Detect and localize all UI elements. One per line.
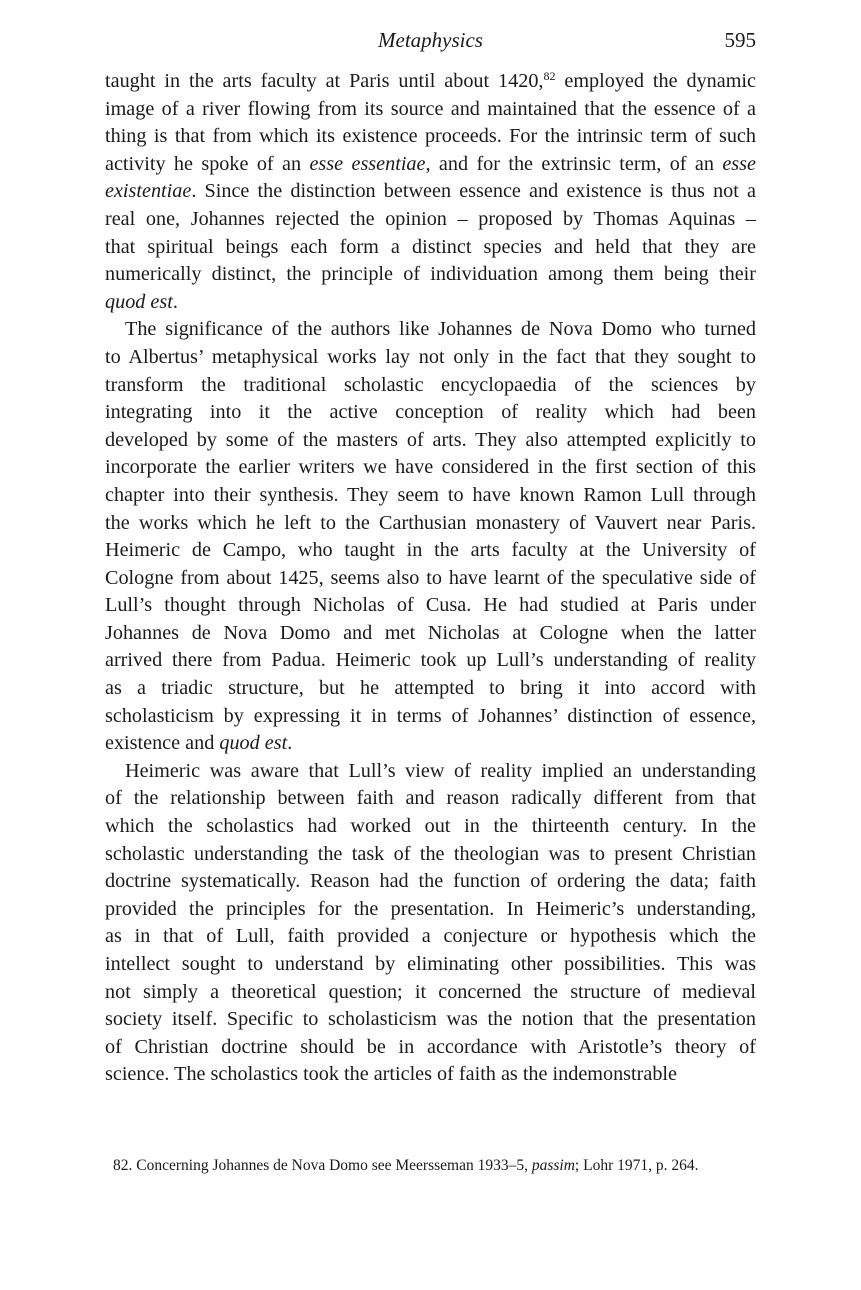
text-line — [105, 675, 756, 703]
text-line — [105, 289, 756, 317]
italic-text: quod est — [105, 290, 173, 313]
text-run: as in that of Lull, faith provided a conjecture or hypothesis which the — [105, 925, 756, 948]
text-line — [105, 537, 756, 565]
italic-text: passim — [531, 1157, 575, 1174]
page-number: 595 — [724, 28, 756, 52]
text-run: Johannes de Nova Domo and met Nicholas at Cologne when the latter — [105, 621, 756, 644]
text-run: provided the principles for the presentation. In Heimeric’s understanding, — [105, 897, 756, 920]
text-run: activity he spoke of an — [105, 152, 310, 175]
running-title: Metaphysics — [378, 28, 483, 52]
text-run: thing is that from which its existence proceeds. For the intrinsic term of such — [105, 125, 756, 148]
italic-text: esse — [722, 152, 756, 175]
text-line — [105, 951, 756, 979]
text-run: chapter into their synthesis. They seem to have known Ramon Lull through — [105, 483, 756, 506]
text-line — [105, 206, 756, 234]
text-run: . Since the distinction between essence and existence is thus not a — [191, 180, 756, 203]
text-line — [105, 703, 756, 731]
text-run: that spiritual beings each form a distinct species and held that they are — [105, 235, 756, 258]
text-line — [105, 234, 756, 262]
text-run: . — [287, 732, 293, 755]
text-run: Heimeric de Campo, who taught in the arts faculty at the University of — [105, 539, 756, 562]
text-line — [105, 647, 756, 675]
text-run: numerically distinct, the principle of individuation among them being their — [105, 263, 756, 286]
text-run: not simply a theoretical question; it concerned the structure of medieval — [105, 980, 756, 1003]
text-run: integrating into it the active conception of reality which had been — [105, 401, 756, 424]
text-run: The significance of the authors like Johannes de Nova Domo who turned — [125, 318, 756, 341]
footnote-number: 82. — [113, 1157, 133, 1174]
text-line — [105, 785, 756, 813]
text-line — [105, 841, 756, 869]
text-line — [105, 510, 756, 538]
text-run: image of a river flowing from its source and maintained that the essence of a — [105, 97, 756, 120]
text-run: developed by some of the masters of arts. They also attempted explicitly to — [105, 428, 756, 451]
text-run: employed the dynamic — [555, 70, 756, 92]
text-run: , and for the extrinsic term, of an — [425, 152, 723, 175]
text-run: transform the traditional scholastic encyclopaedia of the sciences by — [105, 373, 756, 396]
text-run: society itself. Specific to scholasticism was the notion that the presentation — [105, 1008, 756, 1031]
text-run: incorporate the earlier writers we have considered in the first section of this — [105, 456, 756, 479]
text-line — [105, 758, 756, 786]
text-run: existence and — [105, 732, 220, 755]
text-line — [105, 399, 756, 427]
text-run: Concerning Johannes de Nova Domo see Meersseman 1933–5, — [136, 1157, 532, 1174]
text-run: intellect sought to understand by eliminating other possibilities. This was — [105, 953, 756, 975]
text-line — [105, 730, 756, 758]
text-line — [105, 178, 756, 206]
text-run: scholastic understanding the task of the theologian was to present Christian — [105, 842, 756, 865]
text-line — [105, 868, 756, 896]
text-line — [105, 344, 756, 372]
text-run: doctrine systematically. Reason had the function of ordering the data; faith — [105, 870, 756, 893]
text-line — [105, 316, 756, 344]
text-line — [105, 923, 756, 951]
text-run: science. The scholastics took the articles of faith as the indemonstrable — [105, 1063, 677, 1086]
paragraph — [105, 758, 756, 1089]
text-run: taught in the arts faculty at Paris until about 1420, — [105, 70, 544, 92]
text-line — [105, 68, 756, 96]
text-line — [105, 372, 756, 400]
text-line — [105, 427, 756, 455]
footnote — [113, 1156, 753, 1176]
text-line — [105, 620, 756, 648]
footnote-text — [136, 1157, 698, 1174]
text-line — [105, 565, 756, 593]
body-text — [105, 68, 756, 1089]
text-run: arrived there from Padua. Heimeric took up Lull’s understanding of reality — [105, 649, 756, 672]
italic-text: existentiae — [105, 180, 192, 203]
text-run: of the relationship between faith and reason radically different from that — [105, 787, 756, 810]
text-run: of Christian doctrine should be in accordance with Aristotle’s theory of — [105, 1035, 756, 1058]
paragraph — [105, 316, 756, 758]
text-line — [105, 592, 756, 620]
text-line — [105, 896, 756, 924]
text-line — [105, 261, 756, 289]
text-run: Lull’s thought through Nicholas of Cusa. He had studied at Paris under — [105, 594, 756, 617]
paragraph — [105, 68, 756, 316]
text-line — [105, 1006, 756, 1034]
text-run: to Albertus’ metaphysical works lay not only in the fact that they sought to — [105, 345, 756, 368]
text-line — [105, 1034, 756, 1062]
italic-text: esse essentiae — [309, 152, 426, 175]
running-head — [105, 28, 756, 58]
text-line — [105, 979, 756, 1007]
text-run: ; Lohr 1971, p. 264. — [574, 1157, 699, 1174]
text-run: . — [172, 290, 178, 313]
text-run: Heimeric was aware that Lull’s view of reality implied an understanding — [125, 759, 756, 782]
text-line — [105, 1061, 756, 1089]
text-line — [105, 96, 756, 124]
text-line — [105, 454, 756, 482]
text-run: scholasticism by expressing it in terms of Johannes’ distinction of essence, — [105, 704, 756, 727]
footnote-reference: 82 — [543, 69, 556, 83]
text-line — [105, 482, 756, 510]
text-line — [105, 123, 756, 151]
text-run: Cologne from about 1425, seems also to have learnt of the speculative side of — [105, 566, 756, 589]
text-run: real one, Johannes rejected the opinion – proposed by Thomas Aquinas – — [105, 207, 756, 230]
italic-text: quod est — [219, 732, 288, 755]
text-line — [105, 813, 756, 841]
text-line — [105, 151, 756, 179]
text-run: as a triadic structure, but he attempted to bring it into accord with — [105, 677, 756, 700]
text-run: the works which he left to the Carthusian monastery of Vauvert near Paris. — [105, 511, 756, 534]
text-run: which the scholastics had worked out in the thirteenth century. In the — [105, 815, 756, 838]
